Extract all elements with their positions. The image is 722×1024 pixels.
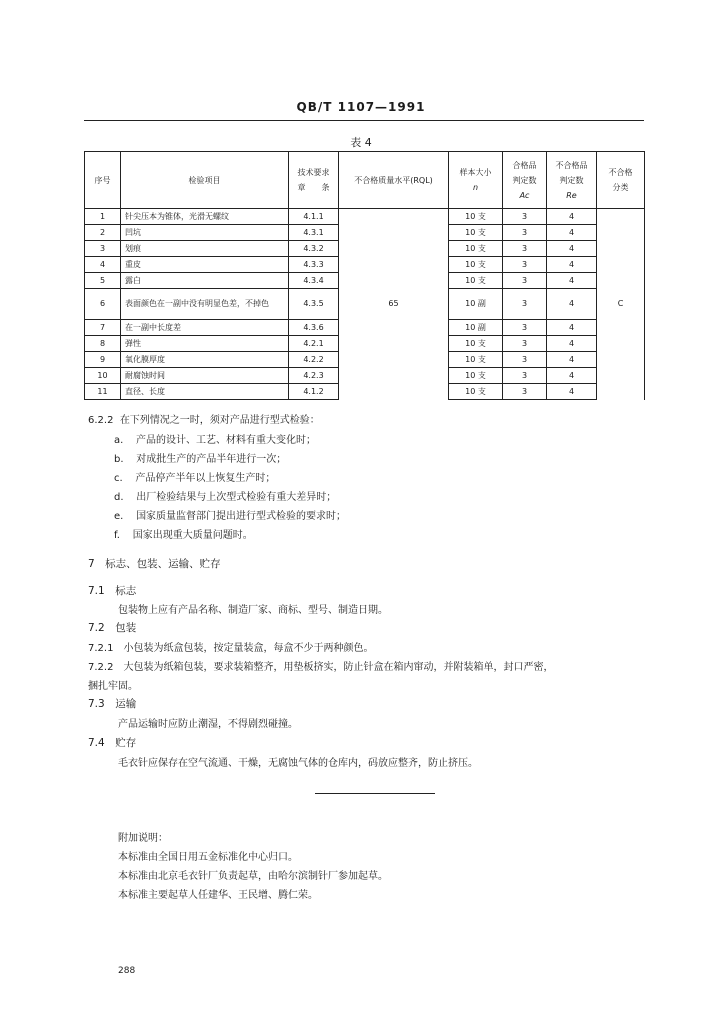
row-ac: 3 [503,384,547,400]
row-sample: 10 支 [449,352,503,368]
list-item-mark: b. [114,454,124,465]
list-item-text: 产品停产半年以上恢复生产时； [135,473,276,484]
row-sample: 10 副 [449,320,503,336]
row-re: 4 [547,368,597,384]
header-re-line2: 判定数 [559,175,584,185]
row-sample: 10 支 [449,209,503,225]
appendix-title: 附加说明： [118,833,168,844]
section-7-2-2-line2: 捆扎牢固。 [88,681,138,692]
row-item: 弹性 [121,336,289,352]
table-row [85,209,645,225]
section-6-2-2-number: 6.2.2 [88,415,114,426]
header-clause-line1: 技术要求 [297,168,330,177]
list-item-text: 国家出现重大质量问题时。 [132,530,253,541]
header-sample [449,152,503,209]
row-sample: 10 支 [449,273,503,289]
row-sample: 10 支 [449,384,503,400]
row-ac: 3 [503,257,547,273]
section-7-4-title: 7.4 贮存 [88,737,137,749]
row-ac: 3 [503,209,547,225]
row-item: 直径、长度 [121,384,289,400]
row-clause: 4.1.1 [289,209,339,225]
section-7-3-text: 产品运输时应防止潮湿，不得剧烈碰撞。 [118,719,298,730]
row-no: 5 [85,273,121,289]
row-ac: 3 [503,352,547,368]
row-clause: 4.3.2 [289,241,339,257]
row-sample: 10 副 [449,289,503,320]
row-no: 1 [85,209,121,225]
row-re: 4 [547,352,597,368]
row-item: 耐腐蚀时间 [121,368,289,384]
row-re: 4 [547,336,597,352]
row-no: 4 [85,257,121,273]
row-re: 4 [547,241,597,257]
list-item-text: 国家质量监督部门提出进行型式检验的要求时； [136,511,347,522]
row-sample: 10 支 [449,225,503,241]
section-7-3-title: 7.3 运输 [88,698,137,710]
row-item: 凹坑 [121,225,289,241]
rql-value: 65 [339,209,449,400]
list-item-a [114,431,316,446]
row-clause: 4.2.1 [289,336,339,352]
list-item-text: 出厂检验结果与上次型式检验有重大差异时； [136,492,337,503]
row-item: 露白 [121,273,289,289]
row-clause: 4.3.6 [289,320,339,336]
row-item: 表面颜色在一副中没有明显色差，不掉色 [121,289,289,320]
list-item-mark: c. [114,473,123,484]
header-rule [84,120,644,121]
header-class-line1: 不合格 [608,168,633,177]
class-value: C [597,209,645,400]
section-7-1-title: 7.1 标志 [88,585,137,597]
row-sample: 10 支 [449,241,503,257]
row-no: 7 [85,320,121,336]
row-re: 4 [547,209,597,225]
list-item-c [114,469,275,484]
row-no: 3 [85,241,121,257]
list-item-e [114,507,346,522]
standard-number-header: QB/T 1107—1991 [296,100,426,114]
section-7-2-1: 7.2.1 小包装为纸盒包装，按定量装盒，每盒不少于两种颜色。 [88,643,374,654]
header-sample-line2: n [472,183,479,192]
header-class-line2: 分类 [612,183,629,192]
list-item-mark: d. [114,492,124,503]
header-sample-line1: 样本大小 [459,168,492,177]
row-ac: 3 [503,368,547,384]
row-ac: 3 [503,225,547,241]
row-re: 4 [547,289,597,320]
list-item-b [114,450,286,465]
row-re: 4 [547,273,597,289]
header-re-line1: 不合格品 [555,160,588,170]
header-no: 序号 [85,152,121,209]
row-item: 划痕 [121,241,289,257]
header-ac-line2: 判定数 [512,175,537,185]
row-ac: 3 [503,273,547,289]
section-6-2-2-text: 在下列情况之一时，须对产品进行型式检验： [119,415,320,426]
list-item-text: 对成批生产的产品半年进行一次； [136,454,287,465]
section-7-2-2-line1: 7.2.2 大包装为纸箱包装，要求装箱整齐，用垫板挤实，防止针盒在箱内窜动，并附装箱单，封口严密， [88,662,554,673]
row-clause: 4.3.4 [289,273,339,289]
row-ac: 3 [503,320,547,336]
list-item-d [114,488,336,503]
appendix-line-1: 本标准由全国日用五金标准化中心归口。 [118,852,298,863]
row-re: 4 [547,257,597,273]
row-sample: 10 支 [449,368,503,384]
section-7-title: 7 标志、包装、运输、贮存 [88,558,221,570]
row-no: 6 [85,289,121,320]
list-item-mark: e. [114,511,124,522]
row-re: 4 [547,320,597,336]
page-number: 288 [118,966,136,976]
table-header-row [85,152,645,209]
row-ac: 3 [503,289,547,320]
row-re: 4 [547,225,597,241]
row-clause: 4.1.2 [289,384,339,400]
header-ac [503,152,547,209]
row-no: 8 [85,336,121,352]
row-no: 11 [85,384,121,400]
header-item: 检验项目 [121,152,289,209]
row-no: 2 [85,225,121,241]
row-no: 9 [85,352,121,368]
row-item: 氧化膜厚度 [121,352,289,368]
list-item-f [114,526,253,541]
appendix-line-2: 本标准由北京毛衣针厂负责起草，由哈尔滨制针厂参加起草。 [118,871,388,882]
table-caption: 表 4 [350,136,372,149]
row-ac: 3 [503,336,547,352]
row-clause: 4.3.1 [289,225,339,241]
row-clause: 4.3.3 [289,257,339,273]
separator-rule [315,793,435,794]
list-item-mark: a. [114,435,124,446]
appendix-line-3: 本标准主要起草人任建华、王民增、腾仁荣。 [118,890,318,901]
row-item: 重皮 [121,257,289,273]
header-re-line3: Re [566,190,577,200]
header-clause-line2: 章 条 [297,183,330,192]
section-7-1-text: 包装物上应有产品名称、制造厂家、商标、型号、制造日期。 [118,605,388,616]
list-item-mark: f. [114,530,120,541]
section-6-2-2 [88,411,320,426]
header-rql: 不合格质量水平(RQL) [339,152,449,209]
list-item-text: 产品的设计、工艺、材料有重大变化时； [136,435,317,446]
row-sample: 10 支 [449,336,503,352]
row-sample: 10 支 [449,257,503,273]
header-ac-line3: Ac [519,190,530,200]
inspection-table [84,151,645,400]
row-clause: 4.3.5 [289,289,339,320]
header-clause [289,152,339,209]
row-item: 在一副中长度差 [121,320,289,336]
header-class [597,152,645,209]
header-re [547,152,597,209]
section-7-2-title: 7.2 包装 [88,622,137,634]
row-clause: 4.2.2 [289,352,339,368]
row-no: 10 [85,368,121,384]
row-ac: 3 [503,241,547,257]
row-clause: 4.2.3 [289,368,339,384]
header-ac-line1: 合格品 [512,160,537,170]
row-re: 4 [547,384,597,400]
row-item: 针尖压本为锥体，光滑无螺纹 [121,209,289,225]
section-7-4-text: 毛衣针应保存在空气流通、干燥，无腐蚀气体的仓库内，码放应整齐，防止挤压。 [118,758,478,769]
